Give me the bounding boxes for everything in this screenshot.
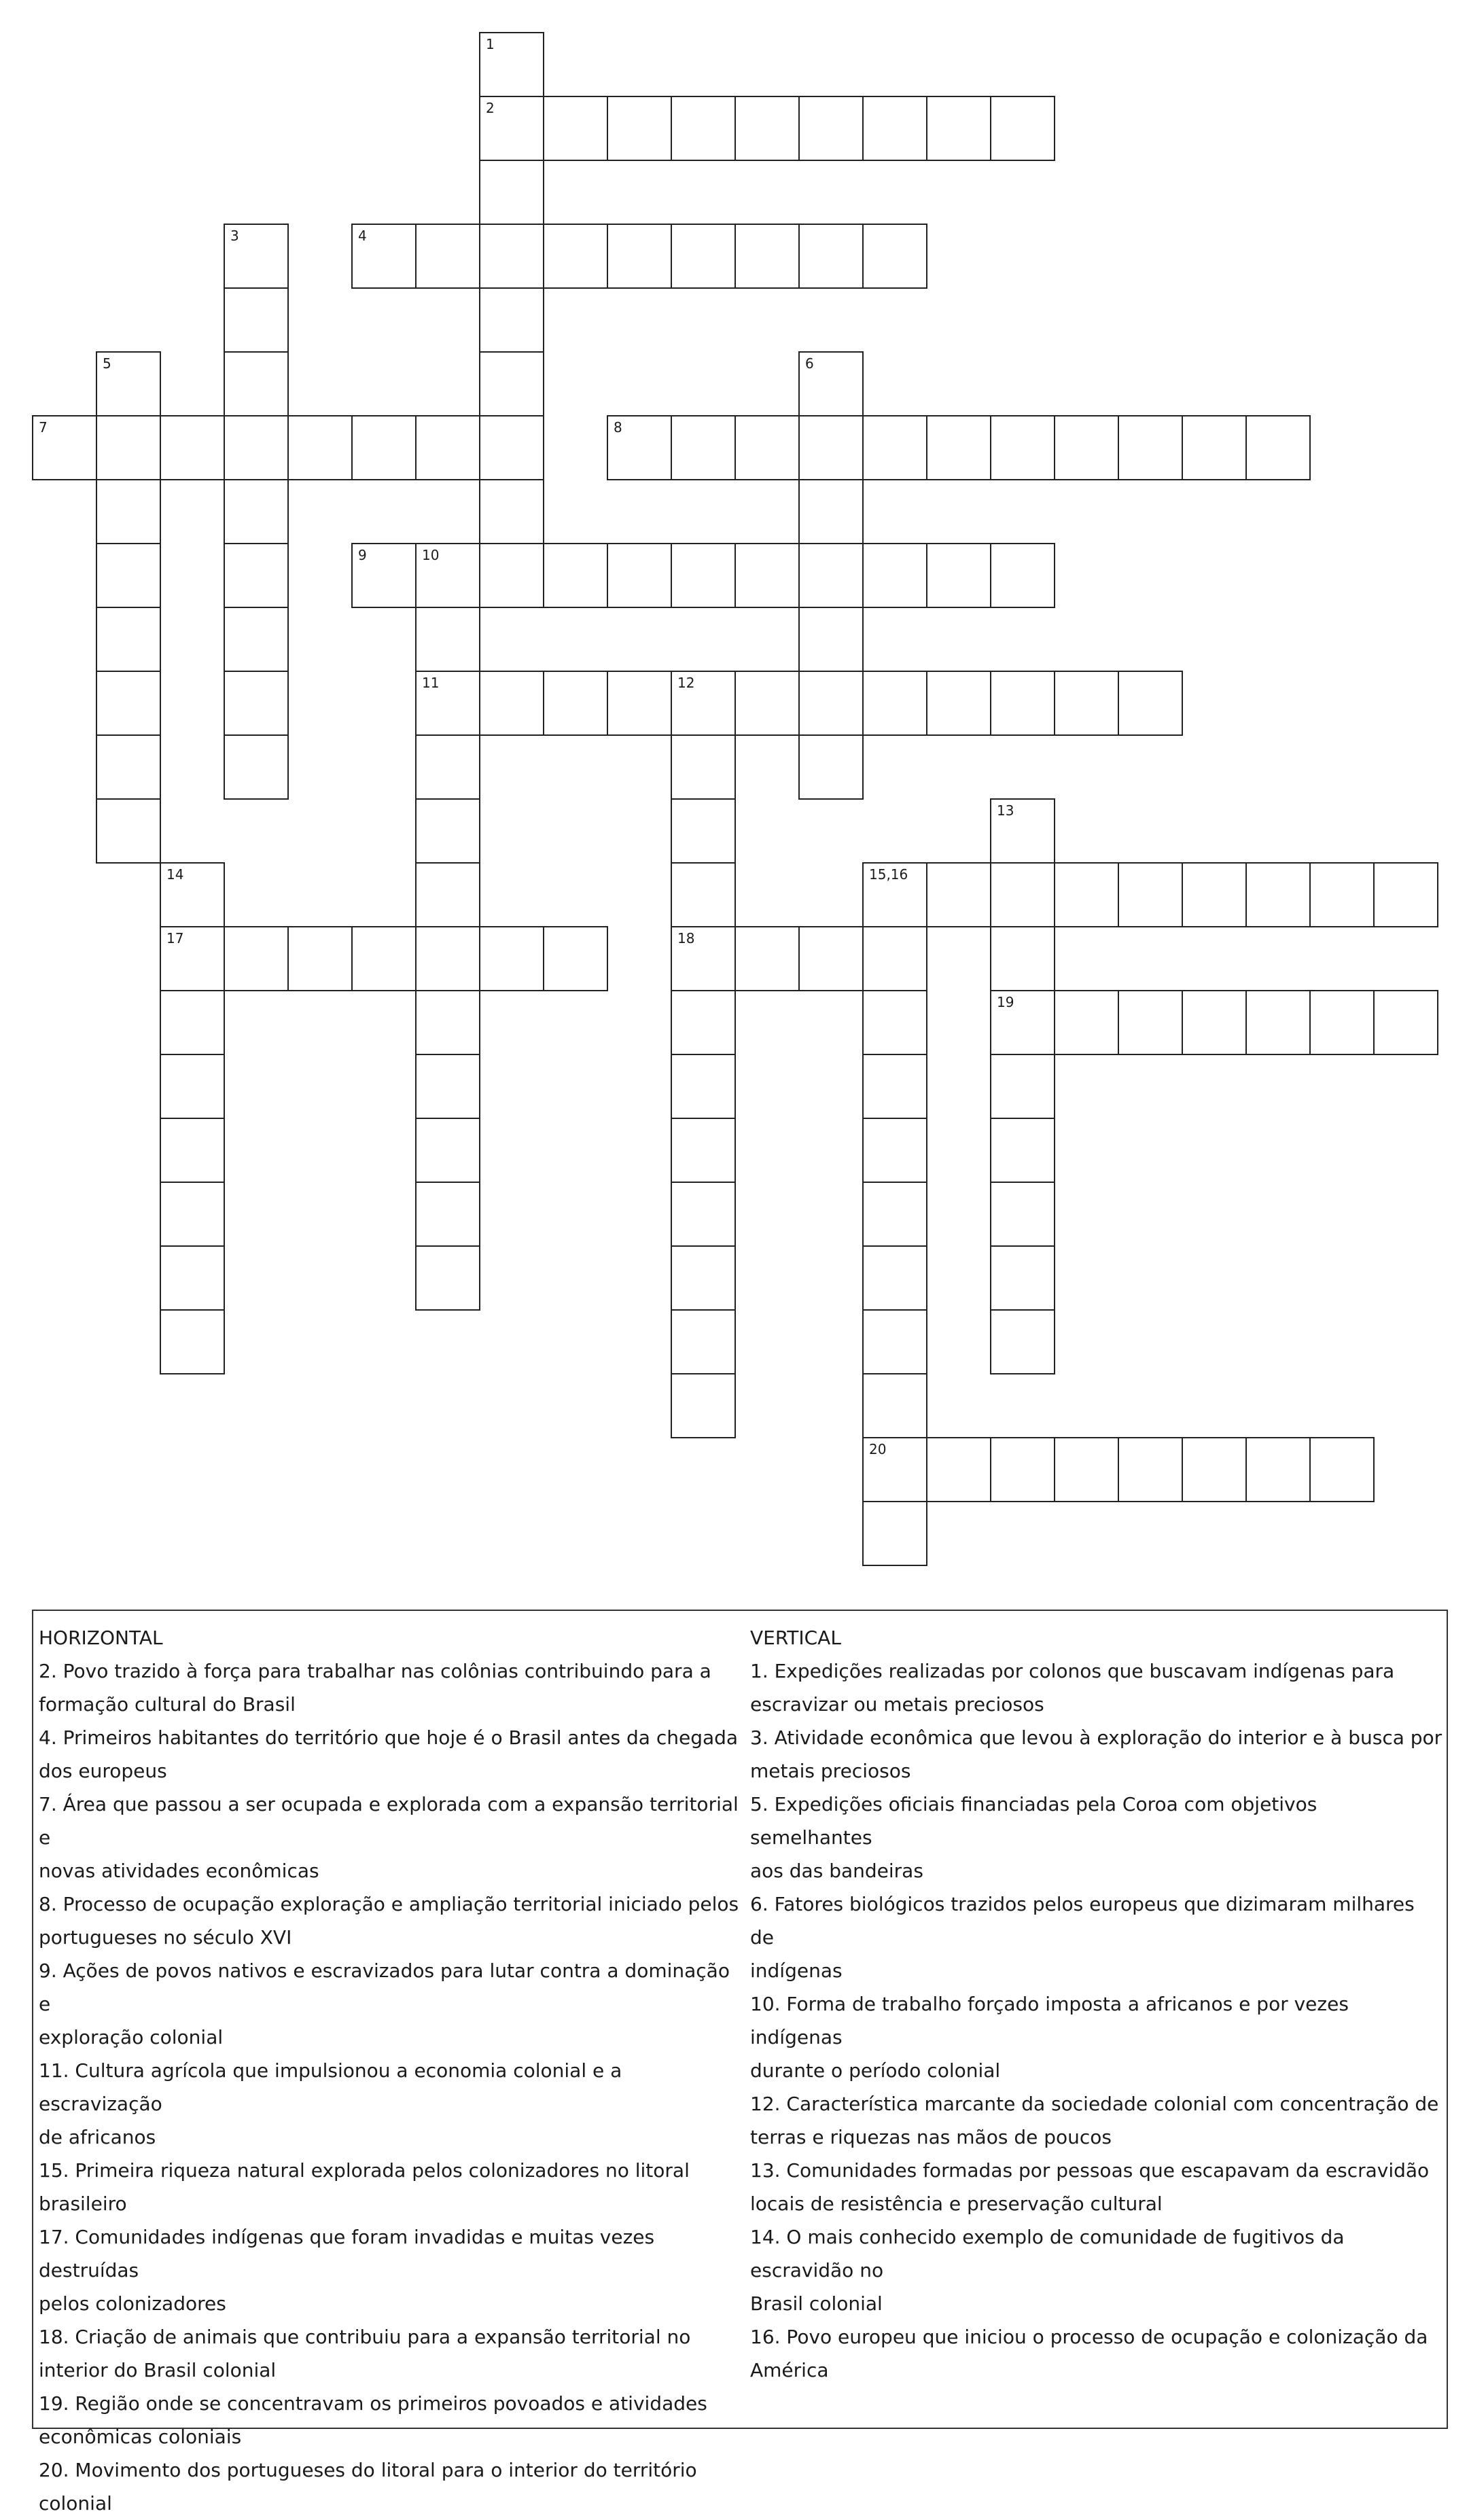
grid-cell[interactable] xyxy=(607,543,672,608)
grid-cell[interactable] xyxy=(671,1118,736,1183)
clue-line: 9. Ações de povos nativos e escravizados para lutar contra a dominação e xyxy=(39,1959,730,2015)
grid-cell[interactable] xyxy=(415,734,480,800)
grid-cell[interactable] xyxy=(798,351,864,416)
grid-cell[interactable] xyxy=(990,96,1055,161)
clue-number: 6 xyxy=(805,355,814,372)
grid-cell[interactable] xyxy=(543,926,608,991)
clue-line: interior do Brasil colonial xyxy=(39,2359,277,2381)
grid-cell[interactable] xyxy=(351,543,417,608)
grid-cell[interactable] xyxy=(1309,990,1375,1055)
clue-line: 20. Movimento dos portugueses do litoral para o interior do território xyxy=(39,2459,697,2481)
grid-cell[interactable] xyxy=(798,96,864,161)
clue-line: 19. Região onde se concentravam os primeiros povoados e atividades xyxy=(39,2392,707,2415)
grid-cell[interactable] xyxy=(862,671,927,736)
grid-cell[interactable] xyxy=(671,926,736,991)
clue-number: 12 xyxy=(677,675,695,691)
grid-cell[interactable] xyxy=(224,479,289,544)
grid-cell[interactable] xyxy=(862,990,927,1055)
grid-cell[interactable] xyxy=(671,734,736,800)
grid-cell[interactable] xyxy=(1245,415,1311,480)
grid-cell[interactable] xyxy=(224,734,289,800)
clue-number: 1 xyxy=(486,36,495,52)
grid-cell[interactable] xyxy=(224,351,289,416)
clue-number: 17 xyxy=(166,930,184,946)
grid-cell[interactable] xyxy=(671,1373,736,1438)
grid-cell[interactable] xyxy=(1054,862,1119,927)
clue-line: terras e riquezas nas mãos de poucos xyxy=(750,2126,1112,2148)
vertical-clues xyxy=(750,1621,1443,2387)
clue-line: 1. Expedições realizadas por colonos que buscavam indígenas para xyxy=(750,1660,1395,1682)
grid-cell[interactable] xyxy=(287,415,353,480)
grid-cell[interactable] xyxy=(862,1245,927,1311)
clue-line: escravizar ou metais preciosos xyxy=(750,1693,1044,1716)
grid-cell[interactable] xyxy=(1182,862,1247,927)
grid-cell[interactable] xyxy=(1309,862,1375,927)
grid-cell[interactable] xyxy=(32,415,97,480)
grid-cell[interactable] xyxy=(671,671,736,736)
grid-cell[interactable] xyxy=(415,1118,480,1183)
grid-cell[interactable] xyxy=(160,415,225,480)
grid-cell[interactable] xyxy=(798,734,864,800)
grid-cell[interactable] xyxy=(415,671,480,736)
grid-cell[interactable] xyxy=(607,671,672,736)
grid-cell[interactable] xyxy=(798,607,864,672)
grid-cell[interactable] xyxy=(1054,671,1119,736)
grid-cell[interactable] xyxy=(798,543,864,608)
clue-line: pelos colonizadores xyxy=(39,2292,226,2315)
grid-cell[interactable] xyxy=(862,1373,927,1438)
grid-cell[interactable] xyxy=(990,671,1055,736)
grid-cell[interactable] xyxy=(1245,862,1311,927)
grid-cell[interactable] xyxy=(415,1245,480,1311)
grid-cell[interactable] xyxy=(926,671,991,736)
clue-line: 8. Processo de ocupação exploração e ampliação territorial iniciado pelos xyxy=(39,1893,739,1915)
grid-cell[interactable] xyxy=(96,351,161,416)
clue-line: formação cultural do Brasil xyxy=(39,1693,296,1716)
clue-line: 6. Fatores biológicos trazidos pelos europeus que dizimaram milhares de xyxy=(750,1893,1415,1949)
grid-cell[interactable] xyxy=(607,224,672,289)
clue-number: 2 xyxy=(486,100,495,116)
clue-line: durante o período colonial xyxy=(750,2059,1001,2082)
clue-number: 15,16 xyxy=(869,866,908,883)
clue-number: 3 xyxy=(230,228,239,244)
grid-cell[interactable] xyxy=(862,1182,927,1247)
grid-cell[interactable] xyxy=(862,862,927,927)
grid-cell[interactable] xyxy=(543,96,608,161)
clue-line: colonial xyxy=(39,2492,112,2515)
clue-line: locais de resistência e preservação cultural xyxy=(750,2193,1163,2215)
grid-cell[interactable] xyxy=(415,862,480,927)
grid-cell[interactable] xyxy=(862,1501,927,1566)
grid-cell[interactable] xyxy=(224,543,289,608)
grid-cell[interactable] xyxy=(671,1054,736,1119)
grid-cell[interactable] xyxy=(415,926,480,991)
grid-cell[interactable] xyxy=(479,415,544,480)
grid-cell[interactable] xyxy=(1245,1437,1311,1502)
grid-cell[interactable] xyxy=(990,1054,1055,1119)
clue-line: 7. Área que passou a ser ocupada e explorada com a expansão territorial e xyxy=(39,1793,739,1849)
grid-cell[interactable] xyxy=(479,351,544,416)
grid-cell[interactable] xyxy=(224,415,289,480)
grid-cell[interactable] xyxy=(479,543,544,608)
clues-panel xyxy=(32,1610,1448,2515)
grid-cell[interactable] xyxy=(607,415,672,480)
grid-cell[interactable] xyxy=(415,543,480,608)
grid-cell[interactable] xyxy=(1118,671,1183,736)
grid-cell[interactable] xyxy=(415,990,480,1055)
grid-cell[interactable] xyxy=(926,1437,991,1502)
grid-cell[interactable] xyxy=(160,990,225,1055)
grid-cell[interactable] xyxy=(543,224,608,289)
grid-cell[interactable] xyxy=(671,1309,736,1374)
grid-cell[interactable] xyxy=(224,671,289,736)
grid-cell[interactable] xyxy=(734,671,800,736)
grid-cell[interactable] xyxy=(351,224,417,289)
clue-number: 8 xyxy=(614,419,622,436)
clue-number: 9 xyxy=(358,547,367,563)
clue-number: 18 xyxy=(677,930,695,946)
grid-cell[interactable] xyxy=(287,926,353,991)
clue-line: 4. Primeiros habitantes do território que hoje é o Brasil antes da chegada xyxy=(39,1726,739,1749)
clue-line: 15. Primeira riqueza natural explorada pelos colonizadores no litoral xyxy=(39,2159,690,2182)
grid-cell[interactable] xyxy=(734,415,800,480)
grid-cell[interactable] xyxy=(798,224,864,289)
grid-cell[interactable] xyxy=(990,862,1055,927)
clue-line: 14. O mais conhecido exemplo de comunidade de fugitivos da escravidão no xyxy=(750,2226,1345,2282)
grid-cell[interactable] xyxy=(479,287,544,353)
grid-cell[interactable] xyxy=(160,926,225,991)
clue-line: dos europeus xyxy=(39,1760,167,1782)
grid-cell[interactable] xyxy=(415,1054,480,1119)
grid-cell[interactable] xyxy=(926,862,991,927)
grid-cell[interactable] xyxy=(607,96,672,161)
grid-cell[interactable] xyxy=(224,224,289,289)
grid-cell[interactable] xyxy=(351,415,417,480)
clue-line: Brasil colonial xyxy=(750,2292,883,2315)
grid-cell[interactable] xyxy=(671,862,736,927)
grid-cell[interactable] xyxy=(926,415,991,480)
grid-cell[interactable] xyxy=(1054,1437,1119,1502)
grid-cell[interactable] xyxy=(734,926,800,991)
horizontal-title: HORIZONTAL xyxy=(39,1627,163,1649)
grid-cell[interactable] xyxy=(96,415,161,480)
clue-line: 18. Criação de animais que contribuiu para a expansão territorial no xyxy=(39,2326,691,2348)
clue-number: 11 xyxy=(422,675,440,691)
clue-line: exploração colonial xyxy=(39,2026,224,2048)
grid-cell[interactable] xyxy=(862,926,927,991)
grid-cell[interactable] xyxy=(415,415,480,480)
grid-cell[interactable] xyxy=(671,990,736,1055)
clue-number: 7 xyxy=(39,419,48,436)
grid-cell[interactable] xyxy=(671,96,736,161)
grid-cell[interactable] xyxy=(862,224,927,289)
grid-cell[interactable] xyxy=(862,1054,927,1119)
clue-line: 12. Característica marcante da sociedade colonial com concentração de xyxy=(750,2093,1439,2115)
grid-cell[interactable] xyxy=(479,224,544,289)
grid-cell[interactable] xyxy=(1054,415,1119,480)
clue-line: 10. Forma de trabalho forçado imposta a africanos e por vezes indígenas xyxy=(750,1993,1349,2048)
grid-cell[interactable] xyxy=(479,479,544,544)
grid-cell[interactable] xyxy=(160,1245,225,1311)
grid-cell[interactable] xyxy=(96,734,161,800)
grid-cell[interactable] xyxy=(862,543,927,608)
grid-cell[interactable] xyxy=(1118,1437,1183,1502)
clue-line: 5. Expedições oficiais financiadas pela Coroa com objetivos semelhantes xyxy=(750,1793,1317,1849)
clue-line: novas atividades econômicas xyxy=(39,1860,319,1882)
clue-number: 19 xyxy=(997,994,1014,1010)
clue-number: 14 xyxy=(166,866,184,883)
grid-cell[interactable] xyxy=(224,287,289,353)
clue-line: 17. Comunidades indígenas que foram invadidas e muitas vezes destruídas xyxy=(39,2226,655,2282)
grid-cell[interactable] xyxy=(990,990,1055,1055)
grid-cell[interactable] xyxy=(671,415,736,480)
grid-cell[interactable] xyxy=(798,415,864,480)
grid-cell[interactable] xyxy=(96,479,161,544)
clue-line: metais preciosos xyxy=(750,1760,911,1782)
grid-cell[interactable] xyxy=(671,224,736,289)
clue-line: 11. Cultura agrícola que impulsionou a economia colonial e a escravização xyxy=(39,2059,622,2115)
grid-cell[interactable] xyxy=(543,543,608,608)
grid-cell[interactable] xyxy=(479,96,544,161)
grid-cell[interactable] xyxy=(96,671,161,736)
grid-cell[interactable] xyxy=(160,1054,225,1119)
grid-cell[interactable] xyxy=(1182,1437,1247,1502)
grid-cell[interactable] xyxy=(990,1118,1055,1183)
grid-cell[interactable] xyxy=(990,543,1055,608)
grid-cell[interactable] xyxy=(990,926,1055,991)
grid-cell[interactable] xyxy=(926,543,991,608)
grid-cell[interactable] xyxy=(990,798,1055,864)
grid-cell[interactable] xyxy=(990,1309,1055,1374)
grid-cell[interactable] xyxy=(798,926,864,991)
grid-cell[interactable] xyxy=(990,415,1055,480)
grid-cell[interactable] xyxy=(990,1182,1055,1247)
clue-line: 2. Povo trazido à força para trabalhar nas colônias contribuindo para a xyxy=(39,1660,711,1682)
grid-cell[interactable] xyxy=(160,1118,225,1183)
grid-cell[interactable] xyxy=(96,798,161,864)
grid-cell[interactable] xyxy=(862,1309,927,1374)
grid-cell[interactable] xyxy=(862,1437,927,1502)
grid-cell[interactable] xyxy=(671,798,736,864)
clue-line: portugueses no século XVI xyxy=(39,1926,292,1949)
grid-cell[interactable] xyxy=(990,1437,1055,1502)
grid-cell[interactable] xyxy=(862,96,927,161)
grid-cell[interactable] xyxy=(415,798,480,864)
grid-cell[interactable] xyxy=(1118,415,1183,480)
grid-cell[interactable] xyxy=(798,479,864,544)
clue-line: aos das bandeiras xyxy=(750,1860,923,1882)
clue-line: 16. Povo europeu que iniciou o processo de ocupação e colonização da xyxy=(750,2326,1428,2348)
grid-cell[interactable] xyxy=(862,1118,927,1183)
grid-cell[interactable] xyxy=(224,926,289,991)
clue-line: de africanos xyxy=(39,2126,156,2148)
grid-cell[interactable] xyxy=(415,224,480,289)
grid-cell[interactable] xyxy=(734,224,800,289)
horizontal-clues xyxy=(39,1621,742,2520)
grid-cell[interactable] xyxy=(351,926,417,991)
clue-number: 5 xyxy=(103,355,111,372)
clue-line: América xyxy=(750,2359,829,2381)
grid-cell[interactable] xyxy=(543,671,608,736)
grid-cell[interactable] xyxy=(96,607,161,672)
clue-number: 4 xyxy=(358,228,367,244)
grid-cell[interactable] xyxy=(862,415,927,480)
grid-cell[interactable] xyxy=(990,1245,1055,1311)
clue-line: 13. Comunidades formadas por pessoas que escapavam da escravidão xyxy=(750,2159,1430,2182)
grid-cell[interactable] xyxy=(1182,990,1247,1055)
clue-number: 10 xyxy=(422,547,440,563)
grid-cell[interactable] xyxy=(671,543,736,608)
grid-cell[interactable] xyxy=(1245,990,1311,1055)
grid-cell[interactable] xyxy=(1118,990,1183,1055)
grid-cell[interactable] xyxy=(1182,415,1247,480)
clue-line: indígenas xyxy=(750,1959,843,1982)
clue-line: econômicas coloniais xyxy=(39,2426,242,2448)
grid-cell[interactable] xyxy=(798,671,864,736)
grid-cell[interactable] xyxy=(160,1309,225,1374)
grid-cell[interactable] xyxy=(1118,862,1183,927)
vertical-title: VERTICAL xyxy=(750,1627,841,1649)
grid-cell[interactable] xyxy=(479,32,544,97)
grid-cell[interactable] xyxy=(671,1245,736,1311)
grid-cell[interactable] xyxy=(1373,990,1438,1055)
clue-line: 3. Atividade econômica que levou à exploração do interior e à busca por xyxy=(750,1726,1443,1749)
clue-line: brasileiro xyxy=(39,2193,127,2215)
clue-number: 20 xyxy=(869,1441,887,1457)
grid-cell[interactable] xyxy=(415,607,480,672)
grid-cell[interactable] xyxy=(96,543,161,608)
grid-cell[interactable] xyxy=(479,160,544,225)
grid-cell[interactable] xyxy=(1054,990,1119,1055)
grid-cell[interactable] xyxy=(1309,1437,1375,1502)
grid-cell[interactable] xyxy=(671,1182,736,1247)
grid-cell[interactable] xyxy=(734,96,800,161)
grid-cell[interactable] xyxy=(224,607,289,672)
grid-cell[interactable] xyxy=(415,1182,480,1247)
grid-cell[interactable] xyxy=(1373,862,1438,927)
grid-cell[interactable] xyxy=(160,862,225,927)
clue-number: 13 xyxy=(997,802,1014,819)
grid-cell[interactable] xyxy=(479,671,544,736)
grid-cell[interactable] xyxy=(479,926,544,991)
grid-cell[interactable] xyxy=(160,1182,225,1247)
grid-cell[interactable] xyxy=(734,543,800,608)
grid-cell[interactable] xyxy=(926,96,991,161)
